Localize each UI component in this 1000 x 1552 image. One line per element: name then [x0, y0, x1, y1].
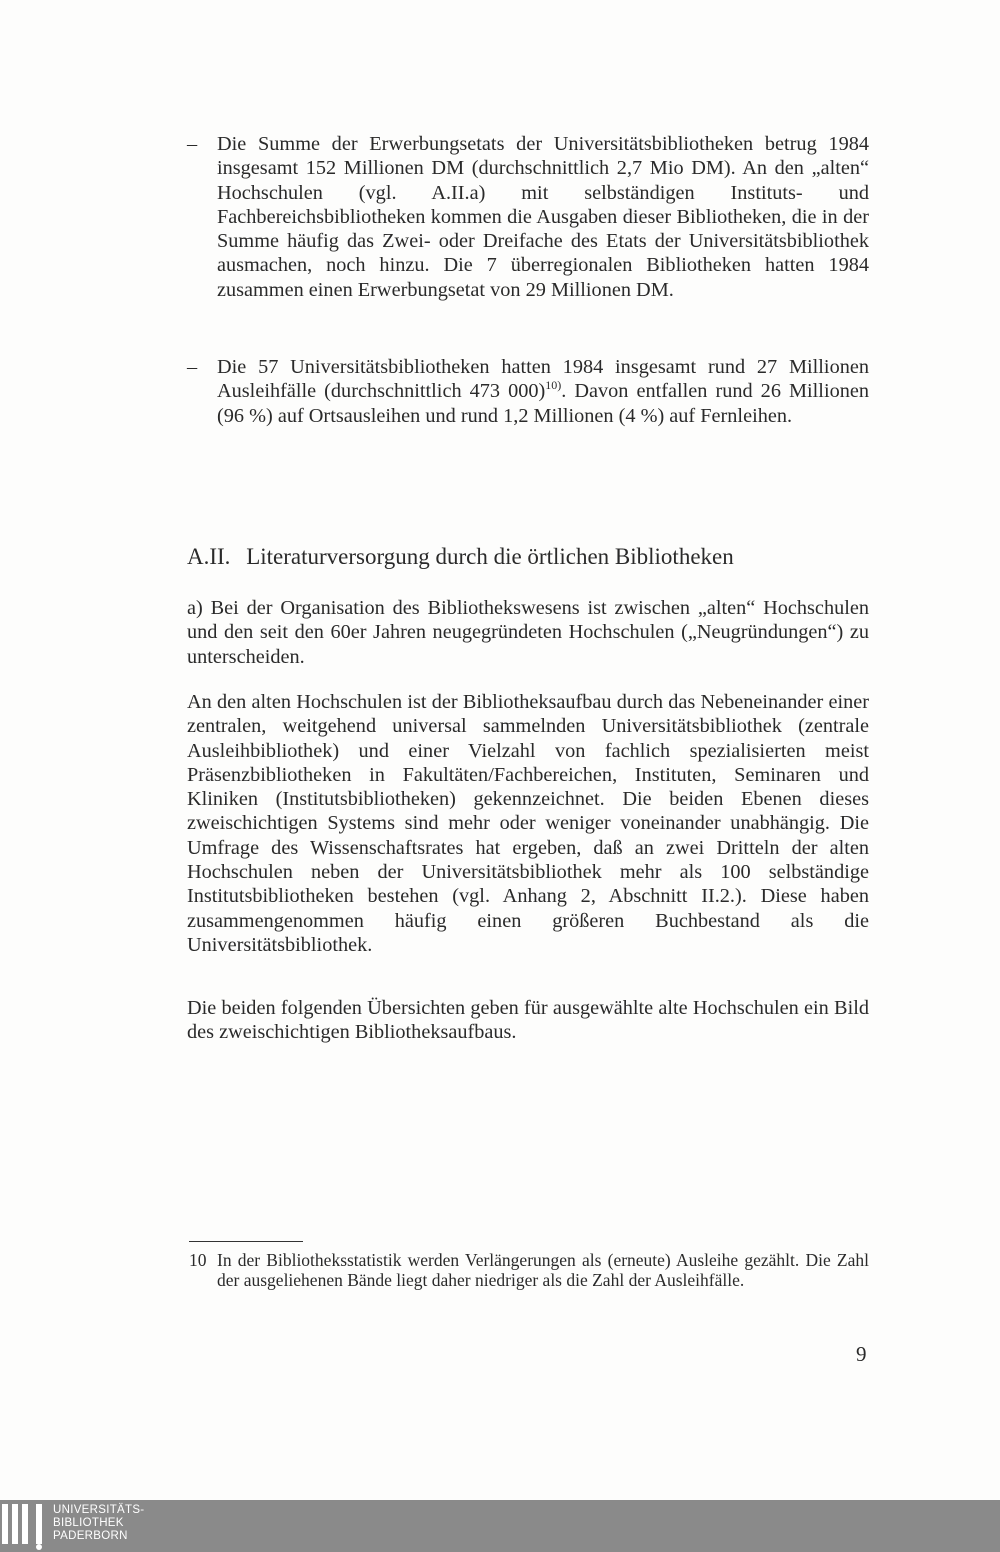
section-number: A.II. [187, 544, 231, 569]
library-logo-text: UNIVERSITÄTS- BIBLIOTHEK PADERBORN [53, 1504, 145, 1542]
footnote-number: 10 [189, 1250, 207, 1270]
page-number: 9 [856, 1342, 867, 1366]
logo-dot-icon [36, 1544, 42, 1550]
library-footer-bar [0, 1500, 1000, 1552]
paragraph-overviews: Die beiden folgenden Übersichten geben für ausgewählte alte Hochschulen ein Bild des zweischichtigen Bibliotheksaufbaus. [187, 997, 869, 1044]
footnote-divider [189, 1241, 303, 1242]
footnote [189, 1250, 869, 1290]
bullet-dash: – [187, 133, 198, 155]
bullet-item-acquisition-budget [187, 132, 869, 302]
bullet-text: Die Summe der Erwerbungsetats der Universitätsbibliotheken betrug 1984 insgesamt 152 Millionen DM (durchschnittlich 2,7 Mio DM). An den „alten“ Hochschulen (vgl. A.II.a) mit selbständigen Instituts- und Fachbereichsbibliotheken kommen die Ausgaben dieser Bibliotheken, die in der Summe häufig das Zwei- oder Dreifache des Etats der Universitätsbibliothek ausmachen, noch hinzu. Die 7 überregionalen Bibliotheken hatten 1984 zusammen einen Erwerbungsetat von 29 Millionen DM. [217, 133, 869, 301]
bullet-item-loans [187, 355, 869, 428]
section-title: Literaturversorgung durch die örtlichen Bibliotheken [246, 544, 734, 569]
bullet-text: Die 57 Universitätsbibliotheken hatten 1984 insgesamt rund 27 Millionen Ausleihfälle (durchschnittlich 473 000)$^{10)}$. Davon entfallen rund 26 Millionen (96 %) auf Ortsausleihen und rund 1,2 Millionen (4 %) auf Fernleihen. [217, 356, 869, 427]
footnote-text: In der Bibliotheksstatistik werden Verlängerungen als (erneute) Ausleihe gezählt. Die Zahl der ausgeliehenen Bände liegt daher niedriger als die Zahl der Ausleihfälle. [217, 1250, 869, 1290]
footnote-reference: 10) [545, 378, 562, 393]
bullet-dash: – [187, 356, 198, 378]
paragraph-old-universities: An den alten Hochschulen ist der Bibliotheksaufbau durch das Nebeneinander einer zentralen, weitgehend universal sammelnden Universitätsbibliothek (zentrale Ausleihbibliothek) und einer Vielzahl von fachlich spezialisierten meist Präsenzbibliotheken in Fakultäten/Fachbereichen, Instituten, Seminaren und Kliniken (Institutsbibliotheken) gekennzeichnet. Die beiden Ebenen dieses zweischichtigen Systems sind mehr oder weniger voneinander unabhängig. Die Umfrage des Wissenschaftsrates hat ergeben, daß an zwei Dritteln der alten Hochschulen neben der Universitätsbibliothek mehr als 100 selbständige Institutsbibliotheken bestehen (vgl. Anhang 2, Abschnitt II.2.). Diese haben zusammengenommen häufig einen größeren Buchbestand als die Universitätsbibliothek. [187, 691, 869, 956]
section-heading [187, 543, 734, 571]
paragraph-organisation: a) Bei der Organisation des Bibliothekswesens ist zwischen „alten“ Hochschulen und den seit den 60er Jahren neugegründeten Hochschulen („Neugründungen“) zu unterscheiden. [187, 597, 869, 668]
